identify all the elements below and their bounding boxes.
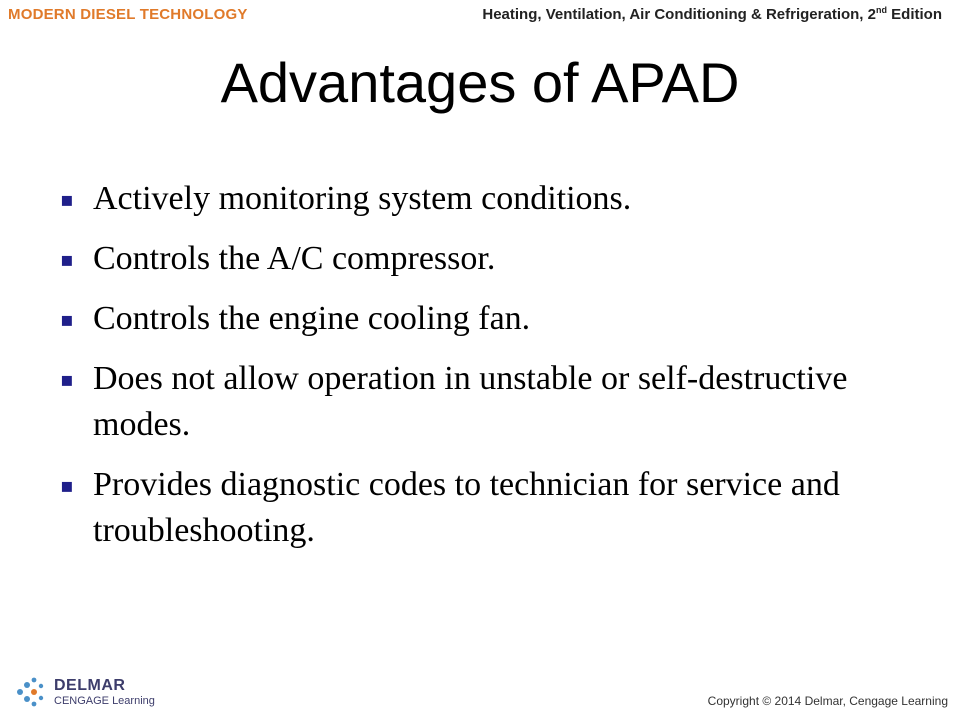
book-title-main: Heating, Ventilation, Air Conditioning & Refrigeration, 2	[482, 6, 876, 23]
bullet-square-icon: ▪	[60, 473, 74, 497]
delmar-dot-cluster-icon	[14, 676, 48, 708]
bullet-item	[60, 356, 890, 448]
bullet-text: Does not allow operation in unstable or self-destructive modes.	[93, 360, 848, 443]
bullet-square-icon: ▪	[60, 187, 74, 211]
bullet-text: Provides diagnostic codes to technician for service and troubleshooting.	[93, 466, 840, 549]
bullet-list	[60, 176, 890, 568]
edition-suffix: Edition	[887, 6, 942, 23]
logo-subtitle: CENGAGE Learning	[54, 694, 155, 707]
bullet-square-icon: ▪	[60, 307, 74, 331]
slide-title: Advantages of APAD	[220, 51, 740, 114]
bullet-text: Actively monitoring system conditions.	[93, 180, 632, 217]
bullet-item	[60, 236, 890, 282]
bullet-text: Controls the engine cooling fan.	[93, 300, 531, 337]
bullet-square-icon: ▪	[60, 367, 74, 391]
logo-name: DELMAR	[54, 676, 126, 694]
bullet-item	[60, 176, 890, 222]
edition-superscript: nd	[876, 5, 887, 15]
delmar-logo	[14, 674, 155, 710]
bullet-text: Controls the A/C compressor.	[93, 240, 496, 277]
bullet-square-icon: ▪	[60, 247, 74, 271]
book-title	[482, 6, 942, 23]
copyright-notice: Copyright © 2014 Delmar, Cengage Learning	[707, 694, 948, 708]
bullet-item	[60, 462, 890, 554]
series-label: MODERN DIESEL TECHNOLOGY	[8, 6, 248, 23]
bullet-item	[60, 296, 890, 342]
